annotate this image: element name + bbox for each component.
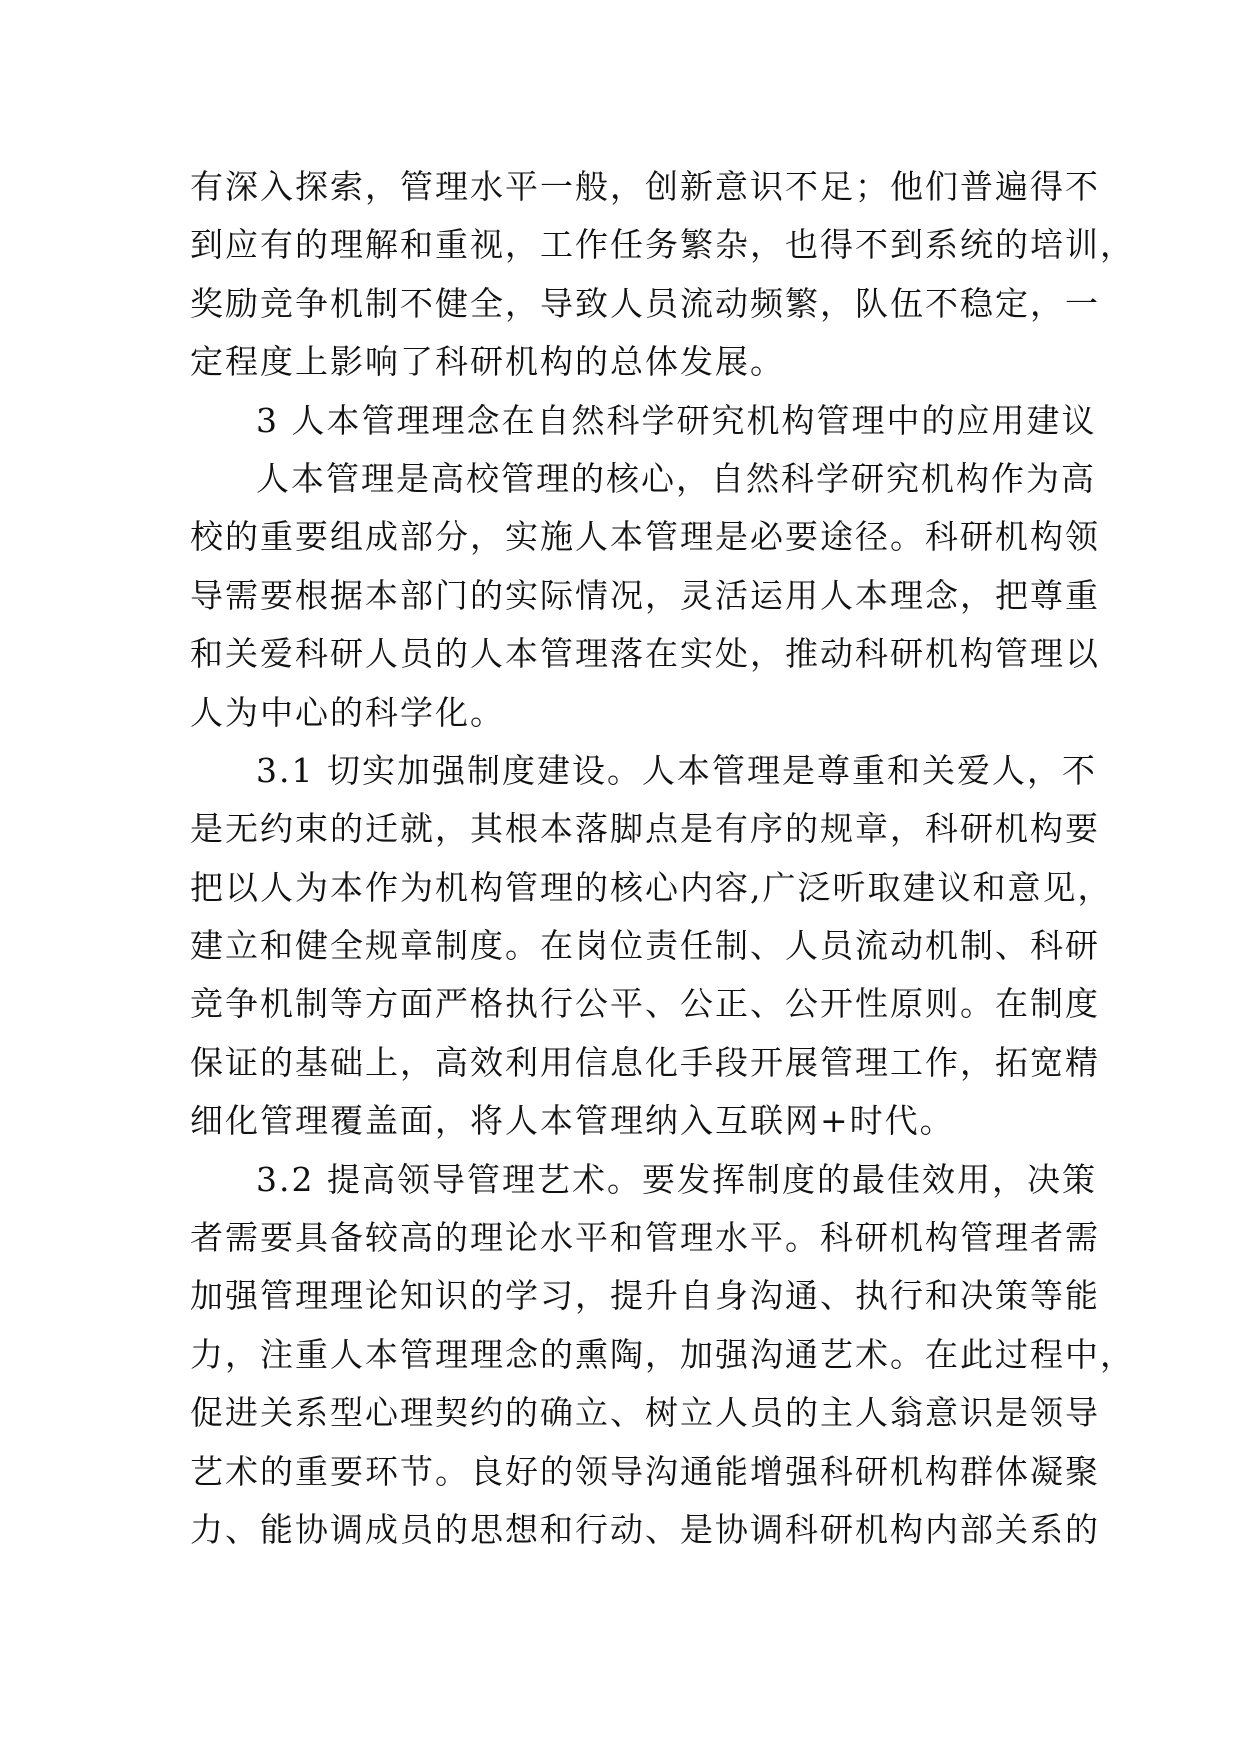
text-line: 到应有的理解和重视，工作任务繁杂，也得不到系统的培训， xyxy=(190,225,1135,265)
text-line: 竞争机制等方面严格执行公平、公正、公开性原则。在制度 xyxy=(190,984,1100,1024)
text-line: 细化管理覆盖面，将人本管理纳入互联网+时代。 xyxy=(190,1101,955,1141)
text-line: 有深入探索，管理水平一般，创新意识不足；他们普遍得不 xyxy=(190,167,1100,206)
text-line: 导需要根据本部门的实际情况，灵活运用人本理念，把尊重 xyxy=(190,575,1100,615)
text-line: 把以人为本作为机构管理的核心内容,广泛听取建议和意见， xyxy=(190,867,1113,907)
text-line: 人为中心的科学化。 xyxy=(190,692,505,732)
text-line: 力，注重人本管理理念的熏陶，加强沟通艺术。在此过程中， xyxy=(190,1334,1135,1374)
text-line: 保证的基础上，高效利用信息化手段开展管理工作，拓宽精 xyxy=(190,1042,1100,1082)
text-line: 是无约束的迁就，其根本落脚点是有序的规章，科研机构要 xyxy=(190,809,1100,849)
text-line: 促进关系型心理契约的确立、树立人员的主人翁意识是领导 xyxy=(190,1393,1100,1433)
text-line: 力、能协调成员的思想和行动、是协调科研机构内部关系的 xyxy=(190,1509,1100,1549)
text-line: 加强管理理论知识的学习，提升自身沟通、执行和决策等能 xyxy=(190,1276,1100,1316)
subsection-paragraph-start: 3.1 切实加强制度建设。人本管理是尊重和关爱人，不 xyxy=(256,750,1097,790)
subsection-paragraph-start: 3.2 提高领导管理艺术。要发挥制度的最佳效用，决策 xyxy=(256,1159,1097,1199)
body-text xyxy=(190,158,1135,1559)
text-line: 校的重要组成部分，实施人本管理是必要途径。科研机构领 xyxy=(190,517,1100,557)
text-line: 奖励竞争机制不健全，导致人员流动频繁，队伍不稳定，一 xyxy=(190,283,1100,323)
text-line: 定程度上影响了科研机构的总体发展。 xyxy=(190,342,785,382)
text-line: 建立和健全规章制度。在岗位责任制、人员流动机制、科研 xyxy=(190,926,1100,966)
text-line: 和关爱科研人员的人本管理落在实处，推动科研机构管理以 xyxy=(190,634,1100,674)
section-heading: 3 人本管理理念在自然科学研究机构管理中的应用建议 xyxy=(256,400,1097,440)
text-line: 艺术的重要环节。良好的领导沟通能增强科研机构群体凝聚 xyxy=(190,1451,1100,1491)
text-line: 者需要具备较高的理论水平和管理水平。科研机构管理者需 xyxy=(190,1218,1100,1258)
text-line: 人本管理是高校管理的核心，自然科学研究机构作为高 xyxy=(256,458,1096,498)
